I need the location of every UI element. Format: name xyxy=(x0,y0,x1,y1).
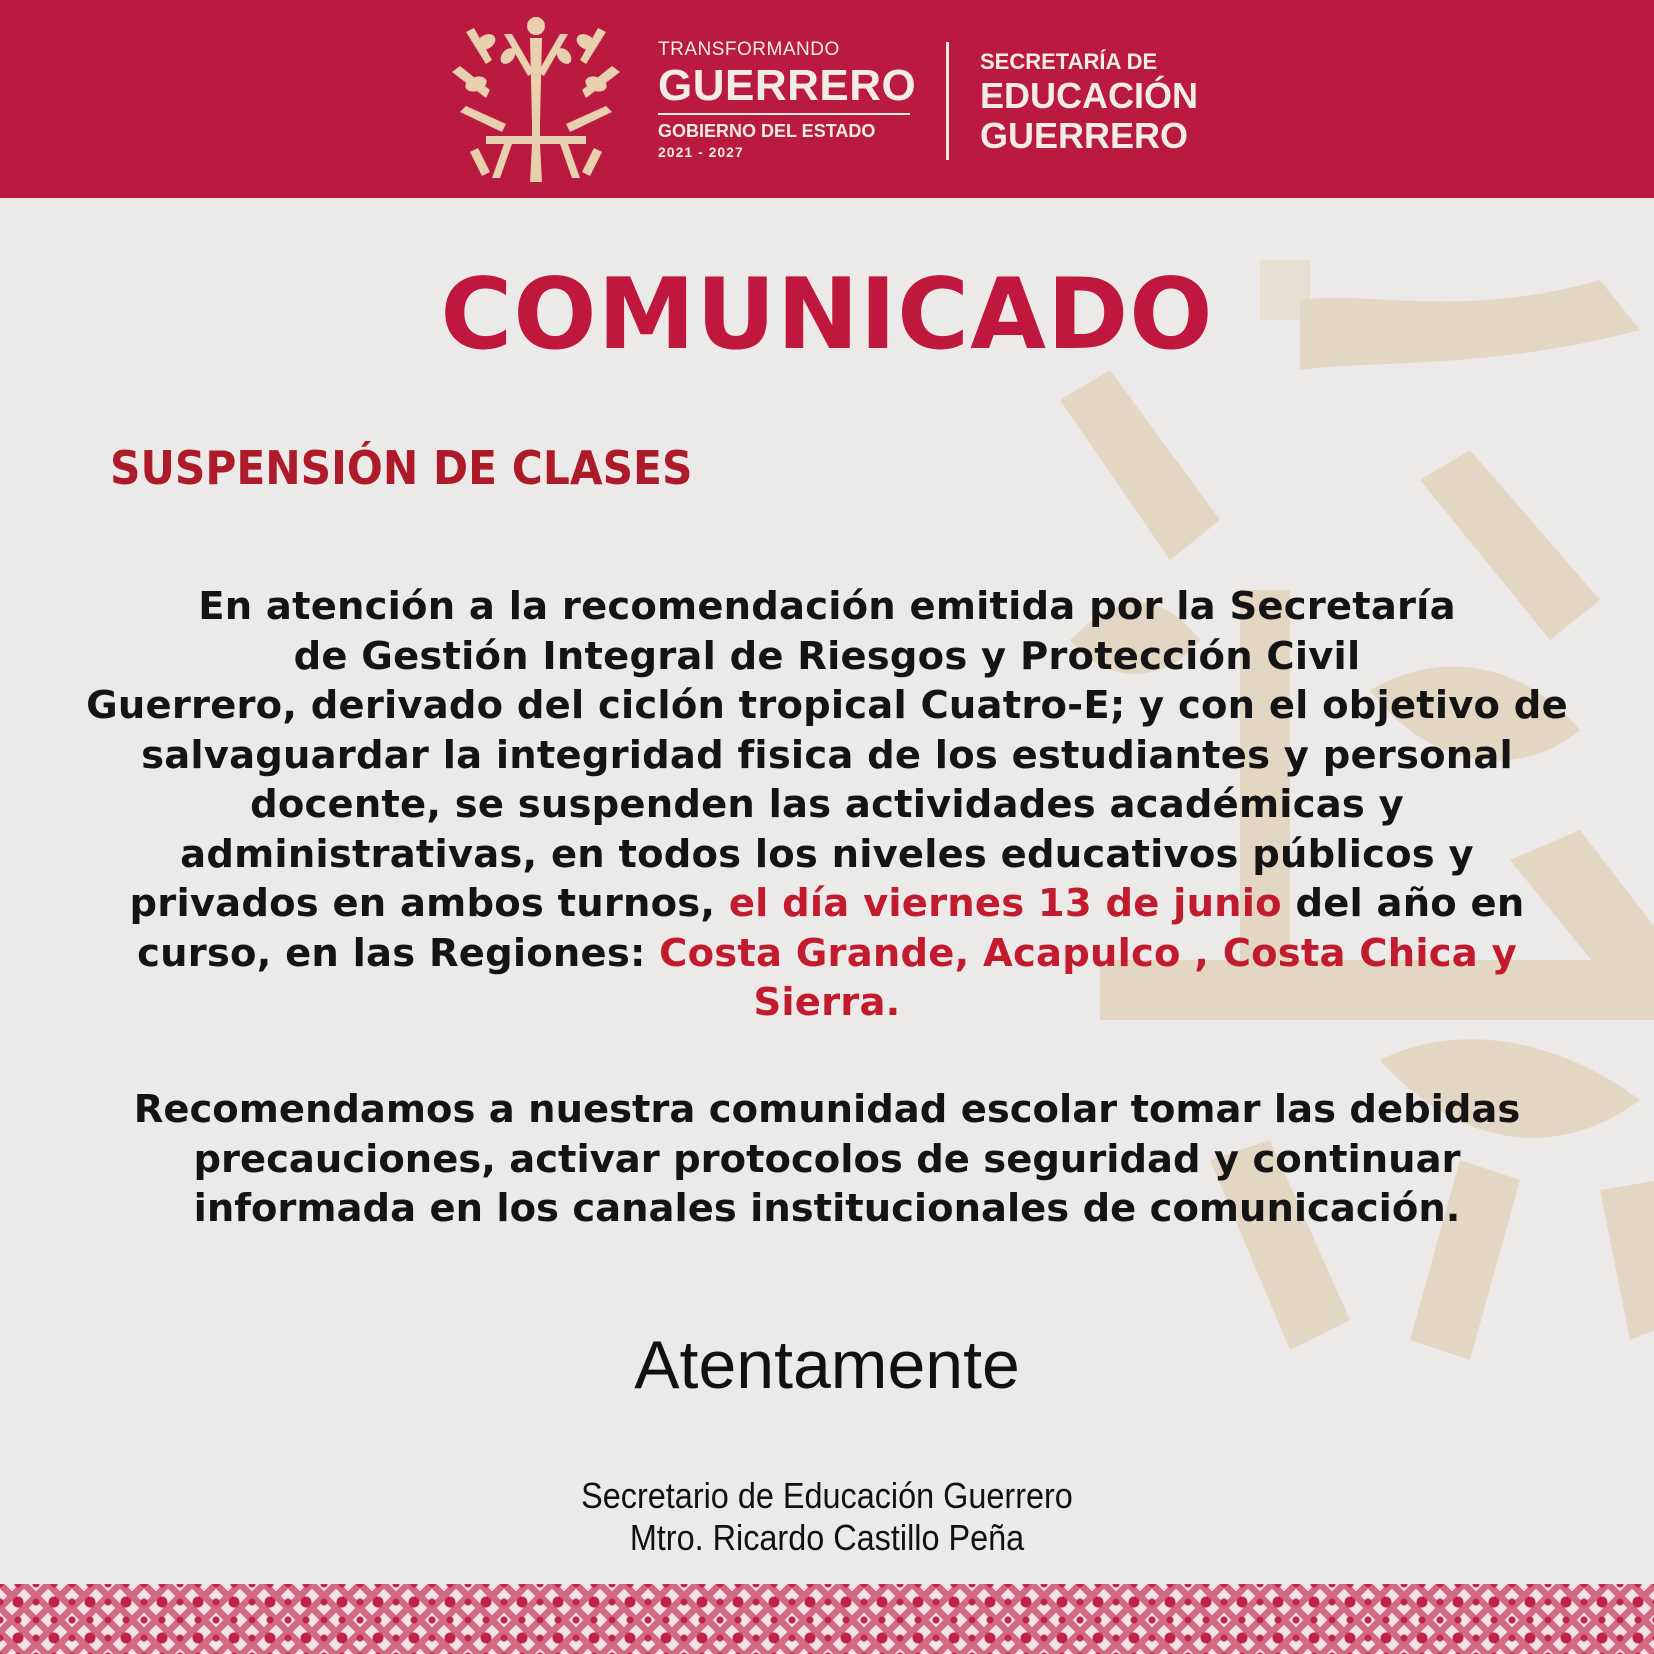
recommendation-line xyxy=(30,1085,1624,1135)
brand-rule xyxy=(658,113,910,115)
secretaria-name-line2: GUERRERO xyxy=(980,115,1189,156)
signatory-name: Mtro. Ricardo Castillo Peña xyxy=(629,1517,1025,1558)
closing-salutation: Atentamente xyxy=(634,1327,1020,1403)
secretaria-label: SECRETARÍA DE xyxy=(980,49,1158,74)
body-line xyxy=(30,879,1624,929)
body-text: curso, xyxy=(137,930,286,976)
body-bold-text: en las Regiones: xyxy=(285,930,646,976)
brand-years: 2021 - 2027 xyxy=(658,144,744,160)
body-line: En atención a la recomendación emitida por la Secretaría xyxy=(198,584,1456,629)
government-brand xyxy=(658,38,916,162)
brand-government: GOBIERNO DEL ESTADO xyxy=(658,121,876,141)
body-line: administrativas, en todos los niveles educativos públicos y xyxy=(180,831,1474,877)
recommendation-bold: Recomendamos a xyxy=(133,1087,515,1132)
brand-name: GUERRERO xyxy=(658,61,917,110)
decorative-border xyxy=(0,1584,1654,1654)
highlighted-regions: Costa Grande, Acapulco , Costa Chica y xyxy=(645,930,1517,976)
body-line xyxy=(30,978,1624,1028)
recommendation-text: nuestra comunidad escolar tomar las debidas xyxy=(514,1087,1521,1132)
secretaria-name-line1: EDUCACIÓN xyxy=(980,75,1199,116)
announcement-body xyxy=(30,582,1624,1028)
subtitle: SUSPENSIÓN DE CLASES xyxy=(110,441,693,495)
body-text: privados en ambos xyxy=(129,881,558,926)
body-line xyxy=(30,929,1624,979)
recommendation-line: precauciones, activar protocolos de seguridad y continuar xyxy=(193,1136,1461,1182)
body-line: de Gestión Integral de Riesgos y Protección Civil xyxy=(293,633,1361,679)
body-text: del año en xyxy=(1281,881,1525,926)
header-divider xyxy=(946,42,949,160)
guerrero-tree-logo-icon xyxy=(446,12,626,184)
highlighted-date: el día viernes 13 de junio xyxy=(715,881,1282,926)
body-line: docente, se suspenden las actividades académicas y xyxy=(250,782,1404,827)
header-banner xyxy=(0,0,1654,198)
secretaria-brand xyxy=(980,48,1198,156)
body-bold-text: turnos, xyxy=(557,881,716,926)
body-line: Guerrero, derivado del ciclón tropical Cuatro-E; y con el objetivo de xyxy=(86,683,1568,728)
body-line: salvaguardar la integridad fisica de los estudiantes y personal xyxy=(141,732,1513,778)
signature-block xyxy=(0,1475,1654,1559)
recommendation-line: informada en los canales institucionales de comunicación. xyxy=(193,1186,1461,1231)
recommendation-paragraph xyxy=(30,1085,1624,1234)
page-title: COMUNICADO xyxy=(440,258,1214,372)
signatory-role: Secretario de Educación Guerrero xyxy=(581,1475,1073,1516)
brand-tagline: TRANSFORMANDO xyxy=(658,39,840,60)
highlighted-region: Sierra. xyxy=(753,980,901,1025)
